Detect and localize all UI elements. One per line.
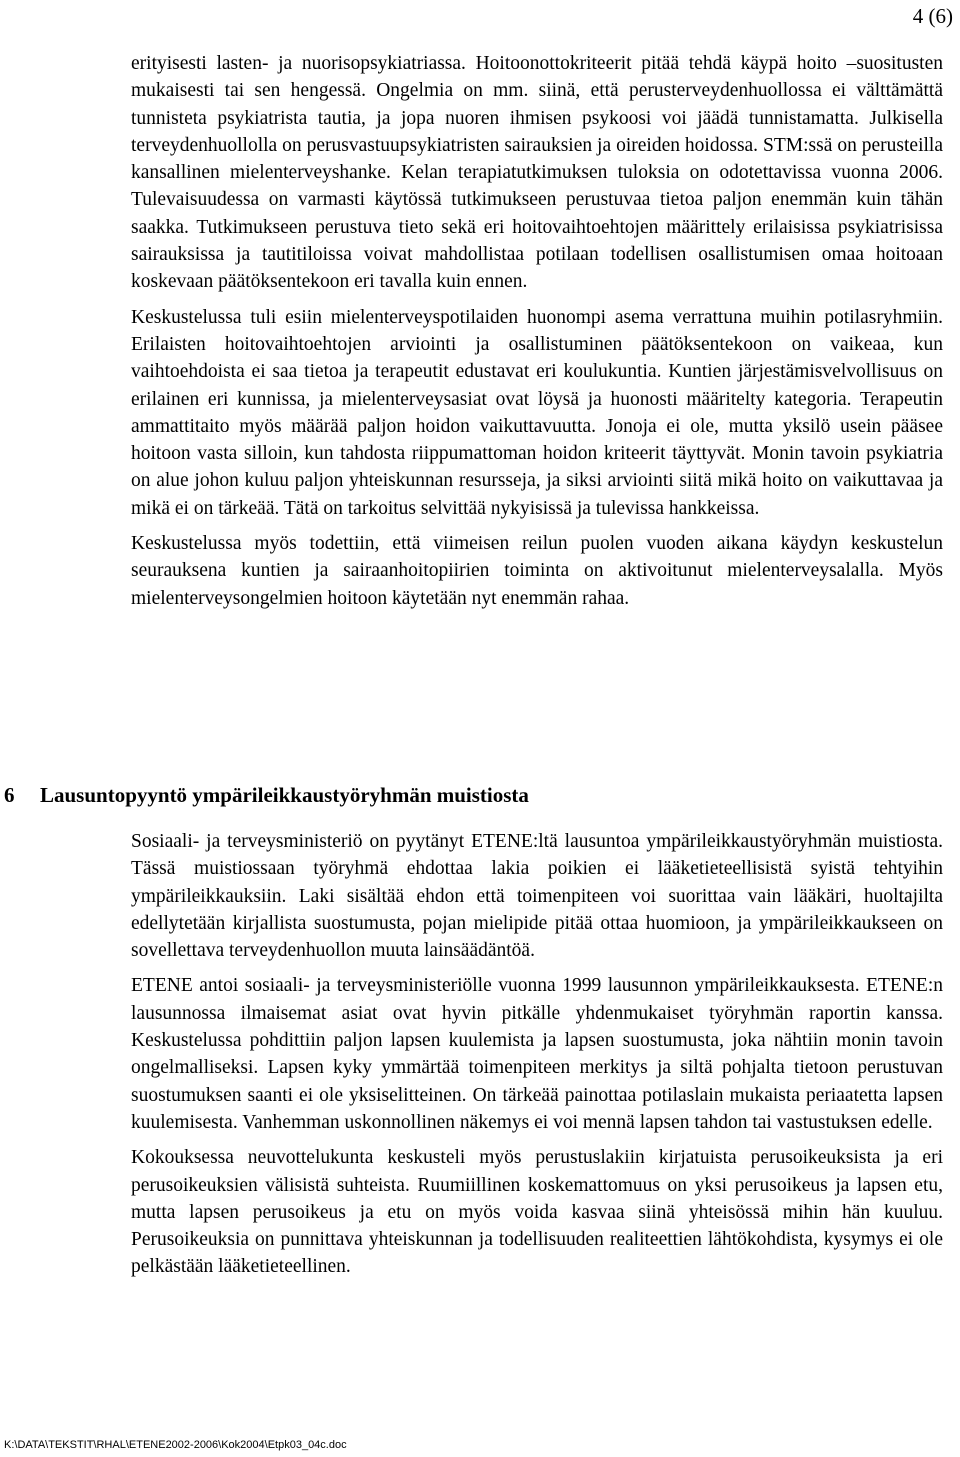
section-title: Lausuntopyyntö ympärileikkaustyöryhmän muistiosta [40, 783, 529, 807]
paragraph: ETENE antoi sosiaali- ja terveysministeriölle vuonna 1999 lausunnon ympärileikkauksesta. ETENE:n lausunnossa ilmaisemat asiat ovat hyvin pitkälle yhdenmukaiset työryhmän raportin kanssa. Keskustelussa pohdittiin paljon lapsen kuulemista ja lapsen suostumusta, joka nähtiin monin tavoin ongelmalliseksi. Lapsen kyky ymmärtää toimenpiteen merkitys ja siltä pohjalta tietoon perustuvan suostumuksen saanti ei ole yksiselitteinen. On tärkeää painottaa potilaslain mukaista periaatetta lapsen kuulemisesta. Vanhemman uskonnollinen näkemys ei voi mennä lapsen tahdon tai vastustuksen edelle. [131, 975, 943, 1133]
paragraph: Keskustelussa tuli esiin mielenterveyspotilaiden huonompi asema verrattuna muihin potilasryhmiin. Erilaisten hoitovaihtoehtojen arviointi ja osallistuminen päätöksentekoon on vaikeaa, kun vaihtoehdoista ei saa tietoa ja terapeutit edustavat eri koulukuntia. Kuntien järjestämisvelvollisuus on erilainen eri kunnissa, ja mielenterveysasiat ovat löysä ja huonosti määritelty kategoria. Terapeutin ammattitaito myös määrää paljon hoidon vaikuttavuutta. Jonoja ei ole, mutta yksilö usein pääsee hoitoon vasta silloin, kun tahdosta riippumattoman hoidon kriteerit täyttyvät. Monin tavoin psykiatria on alue johon kuluu paljon yhteiskunnan resursseja, ja siksi arviointi siitä mikä hoito on vaikuttavaa ja mikä ei on tärkeää. Tätä on tarkoitus selvittää nykyisissä ja tulevissa hankkeissa. [131, 306, 943, 519]
body-text-top [131, 50, 943, 612]
paragraph: Kokouksessa neuvottelukunta keskusteli myös perustuslakiin kirjatuista perusoikeuksista ja eri perusoikeuksien välisistä suhteista. Ruumiillinen koskemattomuus on yksi perusoikeus ja lapsen etu, mutta lapsen perusoikeus ja etu on myös voida kasvaa siinä yhteisössä mihin hän kuuluu. Perusoikeuksia on punnittava yhteiskunnan ja todellisuuden realiteettien lähtökohdista, kysymys ei ole pelkästään lääketieteellinen. [131, 1147, 943, 1278]
section-heading [4, 783, 529, 808]
body-text-bottom [131, 828, 943, 1281]
page-number: 4 (6) [912, 4, 953, 28]
paragraph: Keskustelussa myös todettiin, että viimeisen reilun puolen vuoden aikana käydyn keskustelun seurauksena kuntien ja sairaanhoitopiirien toiminta on aktivoitunut mielenterveysalalla. Myös mielenterveysongelmien hoitoon käytetään nyt enemmän rahaa. [131, 533, 943, 609]
paragraph: erityisesti lasten- ja nuorisopsykiatriassa. Hoitoonottokriteerit pitää tehdä käypä hoito –suositusten mukaisesti tai sen hengessä. Ongelmia on mm. siinä, että perusterveydenhuollossa ei välttämättä tunnisteta psykiatrista tautia, ja jopa nuoren ihmisen psykoosi voi jäädä tunnistamatta. Julkisella terveydenhuollolla on perusvastuupsykiatristen sairauksien ja oireiden hoidossa. STM:ssä on perusteilla kansallinen mielenterveyshanke. Kelan terapiatutkimuksen tuloksia on odotettavissa vuonna 2006. Tulevaisuudessa on varmasti käytössä tutkimukseen perustuvaa tietoa paljon enemmän kuin tähän saakka. Tutkimukseen perustuva tieto sekä eri hoitovaihtoehtojen määrittely erilaisissa psykiatrisissa sairauksissa ja tautitiloissa voivat mahdollistaa potilaan todellisen osallistumisen omaa hoitoaan koskevaan päätöksentekoon eri tavalla kuin ennen. [131, 53, 943, 293]
paragraph: Sosiaali- ja terveysministeriö on pyytänyt ETENE:ltä lausuntoa ympärileikkaustyöryhmän muistiosta. Tässä muistiossaan työryhmä ehdottaa lakia poikien ei lääketieteellisistä syistä tehtyihin ympärileikkauksiin. Laki sisältää ehdon että toimenpiteen voi suorittaa vain lääkäri, huoltajilta edellytetään kirjallista suostumusta, pojan mielipide pitää ottaa huomioon, ja ympärileikkaukseen on sovellettava terveydenhuollon muuta lainsäädäntöä. [131, 831, 943, 962]
section-number: 6 [4, 783, 15, 807]
file-path-footer: K:\DATA\TEKSTIT\RHAL\ETENE2002-2006\Kok2004\Etpk03_04c.doc [4, 1439, 347, 1451]
